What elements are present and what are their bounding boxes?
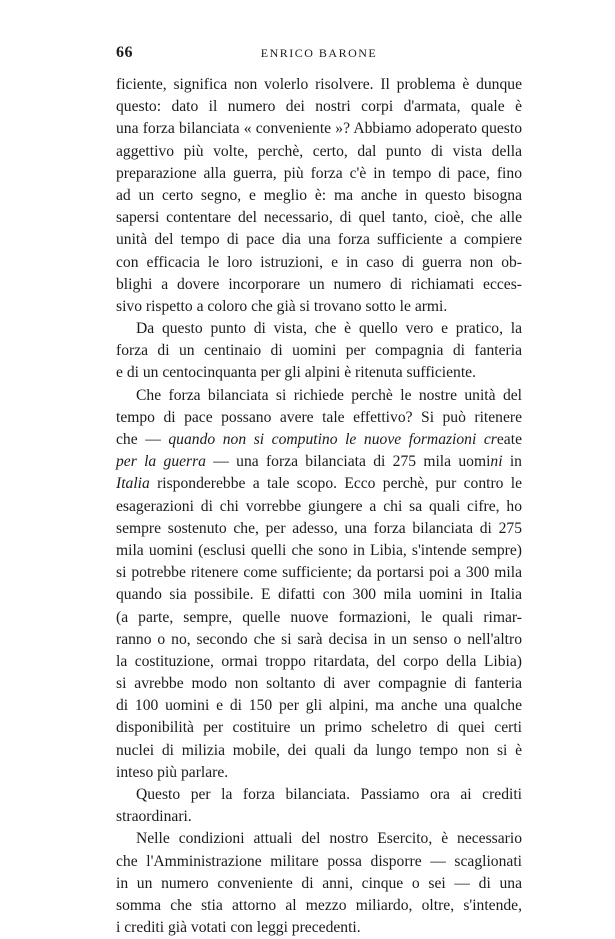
text-line: Da questo punto di vista, che è quello vero e pratico, la [136,320,522,338]
text-line: inteso più parlare. [116,763,229,781]
text-line: esagerazioni di chi vorrebbe giungere a chi sa quali cifre, ho [116,497,522,515]
text-line: Italia risponderebbe a tale scopo. Ecco perchè, pur contro le [116,475,522,493]
paragraph [116,828,522,939]
paragraph [116,74,522,318]
text-line: i crediti già votati con leggi precedenti. [116,919,361,937]
text-line: che — quando non si computino le nuove formazioni create [116,431,522,448]
text-line: ranno o no, secondo che si sarà decisa in un senso o nell'altro [116,630,522,648]
text-line: aggettivo più volte, perchè, certo, dal punto di vista della [116,142,522,160]
text-line: che l'Amministrazione militare possa disporre — scaglionati [116,852,522,870]
text-line: Questo per la forza bilanciata. Passiamo ora ai crediti [136,786,522,803]
page-number: 66 [116,44,133,61]
text-line: tempo di pace possano avere tale effettivo? Si può ritenere [116,408,522,426]
text-line: disponibilità per costituire un primo scheletro di quei certi [116,719,522,737]
text-line: ad un certo segno, e meglio è: ma anche in questo bisogna [116,186,522,204]
text-line: forza di un centinaio di uomini per compagnia di fanteria [116,342,522,360]
text-line: (a parte, sempre, quelle nuove formazioni, le quali rimar- [116,608,522,626]
text-line: preparazione alla guerra, più forza c'è in tempo di pace, fino [116,164,522,182]
text-line: quando sia possibile. E difatti con 300 mila uomini in Italia [116,586,522,604]
paragraph [116,784,522,828]
text-line: unità del tempo di pace dia una forza sufficiente a compiere [116,231,522,249]
text-line: mila uomini (esclusi quelli che sono in Libia, s'intende sempre) [116,541,522,559]
text-line: sapersi contentare del necessario, di quel tanto, cioè, che alle [116,209,522,227]
text-line: nuclei di milizia mobile, dei quali da lungo tempo non si è [116,741,522,759]
text-line: Nelle condizioni attuali del nostro Esercito, è necessario [136,830,522,848]
text-line: e di un centocinquanta per gli alpini è ritenuta sufficiente. [116,364,476,382]
paragraph [116,385,522,784]
body-text [116,74,522,939]
text-line: blighi a dovere incorporare un numero di richiamati ecces- [116,275,522,293]
text-line: si potrebbe ritenere come sufficiente; da portarsi poi a 300 mila [116,564,522,582]
running-head: ENRICO BARONE [260,46,378,60]
page-header [116,44,522,68]
text-line: una forza bilanciata « conveniente »? Abbiamo adoperato questo [116,120,522,138]
text-line: con efficacia le loro istruzioni, e in caso di guerra non ob- [116,253,522,271]
text-line: sempre sostenuto che, per adesso, una forza bilanciata di 275 [116,519,522,537]
text-line: Che forza bilanciata si richiede perchè le nostre unità del [136,386,522,404]
text-line: si avrebbe modo non soltanto di aver compagnie di fanteria [116,675,522,693]
text-line: sivo rispetto a coloro che già si trovano sotto le armi. [116,297,448,315]
text-line: la costituzione, ormai troppo ritardata, del corpo della Libia) [116,652,522,670]
text-line: somma che stia attorno al mezzo miliardo, oltre, s'intende, [116,896,522,914]
text-line: in un numero conveniente di anni, cinque o sei — di una [116,874,522,892]
text-line: ficiente, significa non volerlo risolvere. Il problema è dunque [116,76,522,93]
text-line: straordinari. [116,808,192,826]
paragraph [116,318,522,385]
text-line: questo: dato il numero dei nostri corpi d'armata, quale è [116,98,522,116]
text-line: per la guerra — una forza bilanciata di 275 mila uomini in [116,453,522,471]
text-line: di 100 uomini e di 150 per gli alpini, ma anche una qualche [116,697,522,715]
